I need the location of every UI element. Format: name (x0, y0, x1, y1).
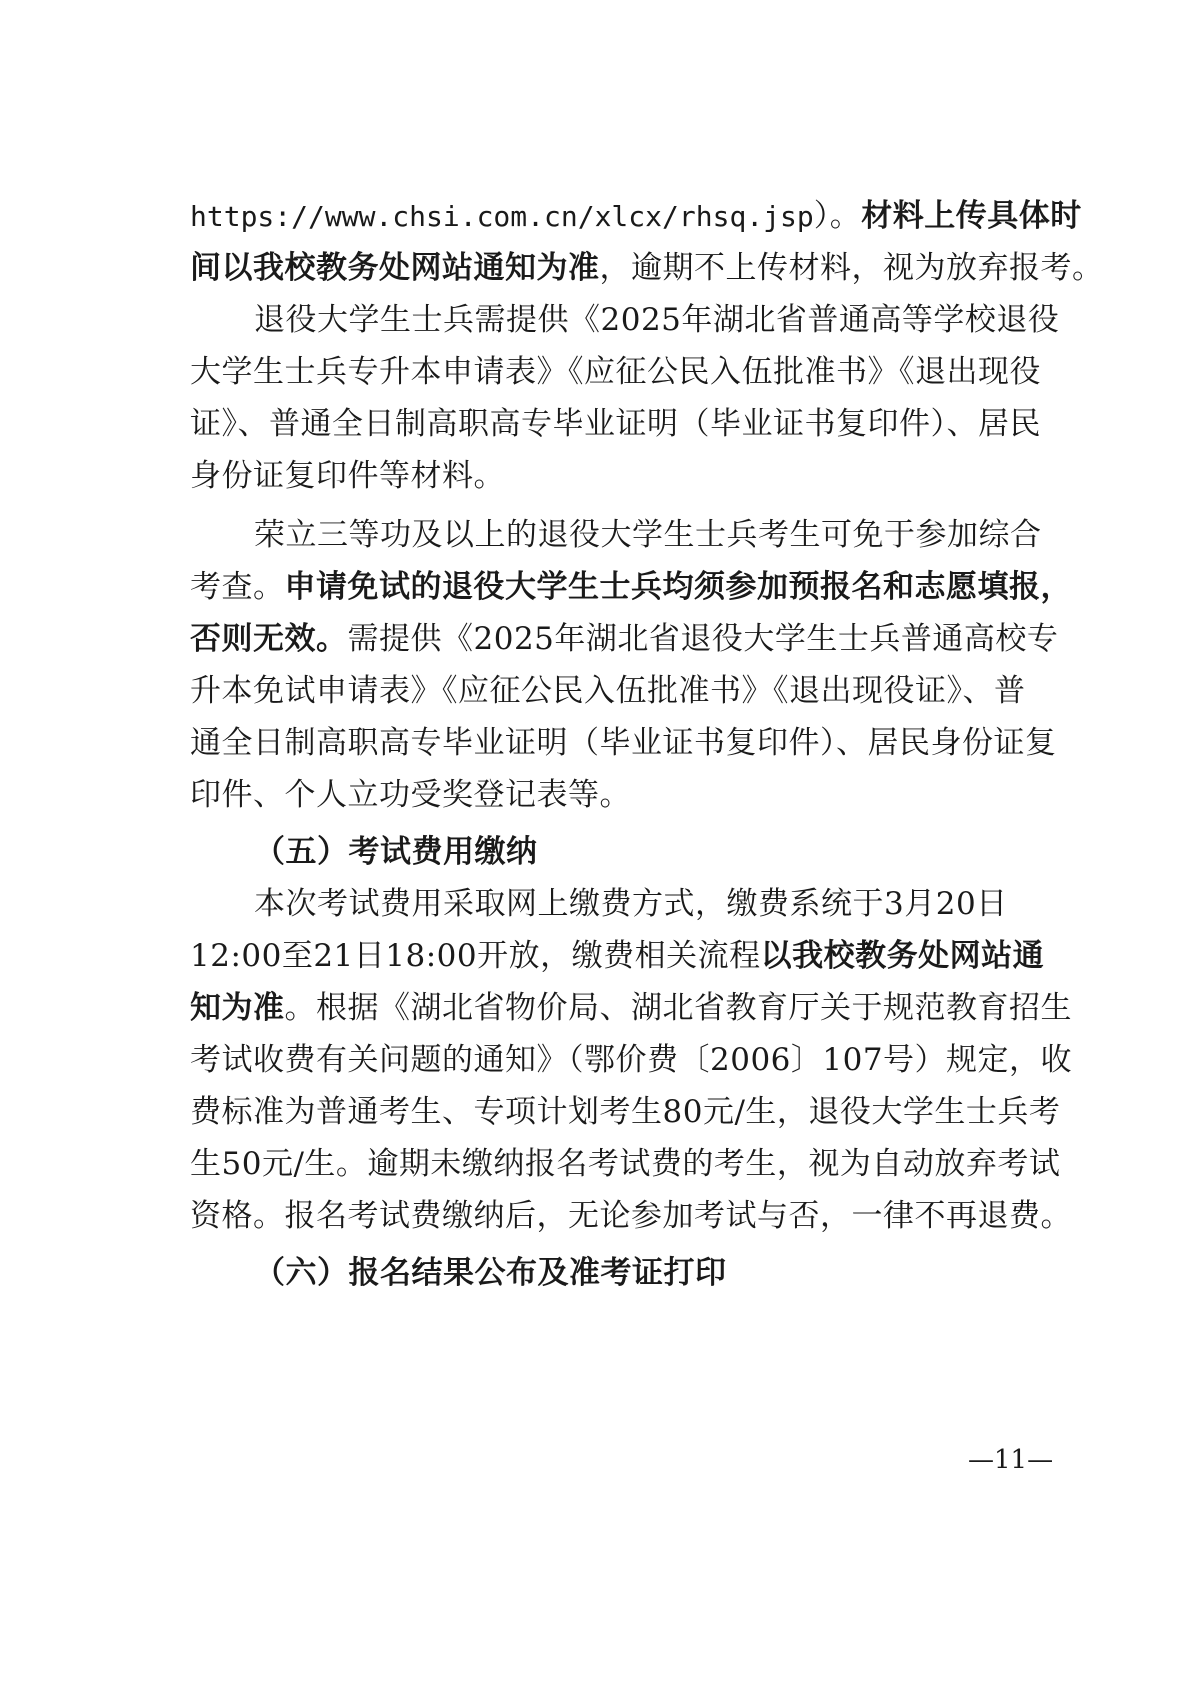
paragraph-line (190, 619, 1059, 659)
emphasis-text: 知为准 (190, 990, 285, 1026)
emphasis-text: 申请免试的退役大学生士兵均须参加预报名和志愿填报， (284, 569, 1072, 605)
paragraph-line: 升本免试申请表》《应征公民入伍批准书》《退出现役证》、普 (190, 673, 1026, 709)
paragraph-line (190, 248, 1104, 288)
paragraph-line: 通全日制高职高专毕业证明（毕业证书复印件）、居民身份证复 (190, 725, 1057, 761)
paragraph-line: 印件、个人立功受奖登记表等。 (190, 777, 631, 813)
paragraph-line: 大学生士兵专升本申请表》《应征公民入伍批准书》《退出现役 (190, 354, 1041, 390)
sentence-separator: 。 (829, 198, 862, 234)
body-text: ，逾期不上传材料，视为放弃报考。 (599, 250, 1104, 286)
body-text: 需提供《2025年湖北省退役大学生士兵普通高校专 (347, 621, 1059, 657)
paragraph-line (190, 567, 1072, 607)
paragraph-line: 本次考试费用采取网上缴费方式，缴费系统于3月20日 (254, 886, 1008, 922)
paragraph-line: 费标准为普通考生、专项计划考生80元/生，退役大学生士兵考 (190, 1094, 1061, 1130)
paragraph-line: 证》、普通全日制高职高专毕业证明（毕业证书复印件）、居民 (190, 406, 1041, 442)
emphasis-text: 材料上传具体时 (861, 198, 1082, 234)
url-link[interactable]: https://www.chsi.com.cn/xlcx/rhsq.jsp (190, 200, 814, 233)
url-close-bracket: ） (813, 198, 830, 234)
page-number: —11— (968, 1445, 1054, 1475)
paragraph-line: 考试收费有关问题的通知》（鄂价费〔2006〕107号）规定，收 (190, 1042, 1073, 1078)
section-heading: （六）报名结果公布及准考证打印 (254, 1255, 727, 1291)
paragraph-line (190, 196, 1082, 237)
emphasis-text: 以我校教务处网站通 (760, 938, 1045, 974)
emphasis-text: 否则无效。 (190, 621, 348, 657)
paragraph-line: 退役大学生士兵需提供《2025年湖北省普通高等学校退役 (254, 302, 1060, 338)
body-text: 12:00至21日18:00开放，缴费相关流程 (190, 938, 761, 974)
paragraph-line: 身份证复印件等材料。 (190, 458, 505, 494)
paragraph-line: 荣立三等功及以上的退役大学生士兵考生可免于参加综合 (254, 517, 1042, 553)
emphasis-text: 间以我校教务处网站通知为准 (190, 250, 600, 286)
paragraph-line: 生50元/生。逾期未缴纳报名考试费的考生，视为自动放弃考试 (190, 1146, 1061, 1182)
body-text: 。根据《湖北省物价局、湖北省教育厅关于规范教育招生 (284, 990, 1072, 1026)
section-heading: （五）考试费用缴纳 (254, 834, 538, 870)
paragraph-line (190, 988, 1072, 1028)
paragraph-line: 资格。报名考试费缴纳后，无论参加考试与否，一律不再退费。 (190, 1198, 1072, 1234)
body-text: 考查。 (190, 569, 285, 605)
paragraph-line (190, 936, 1045, 976)
